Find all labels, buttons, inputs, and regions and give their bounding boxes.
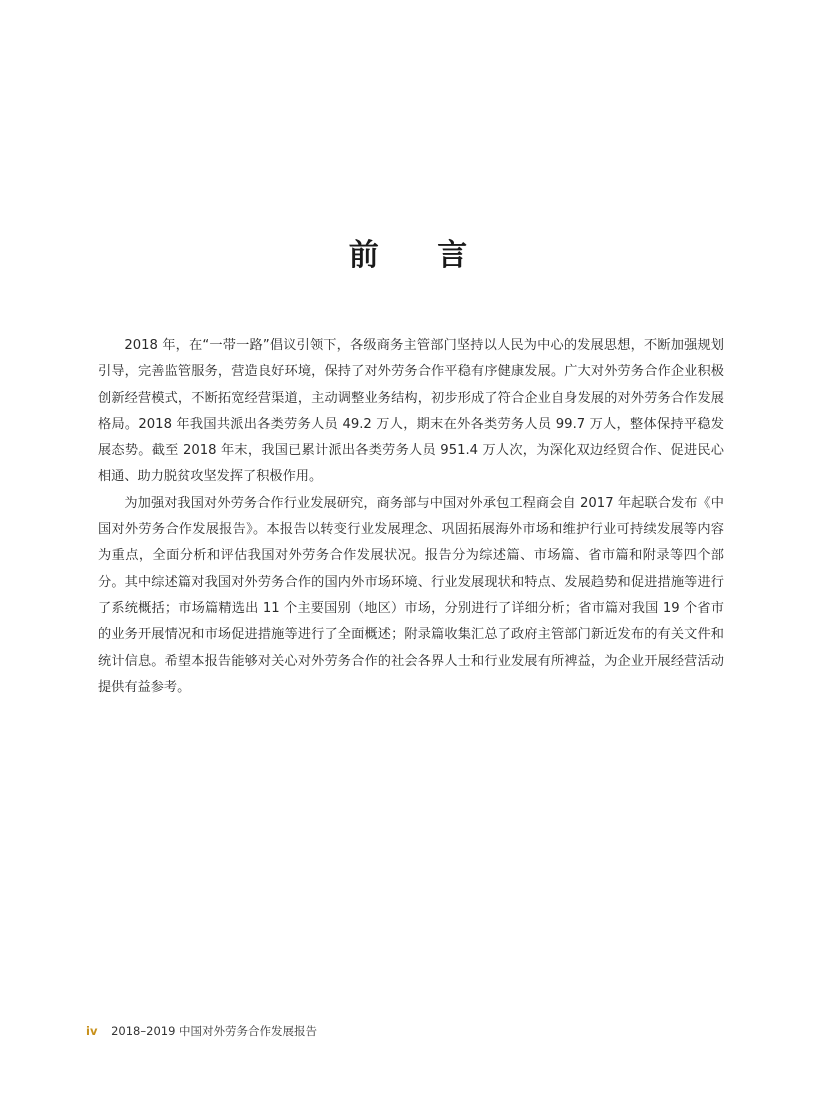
page-footer	[86, 1023, 317, 1039]
preface-body	[98, 333, 724, 701]
preface-paragraph-2: 为加强对我国对外劳务合作行业发展研究，商务部与中国对外承包工程商会自 2017 年起联合发布《中国对外劳务合作发展报告》。本报告以转变行业发展理念、巩固拓展海外市场和维护行业可持续发展等内容为重点，全面分析和评估我国对外劳务合作发展状况。报告分为综述篇、市场篇、省市篇和附录等四个部分。其中综述篇对我国对外劳务合作的国内外市场环境、行业发展现状和特点、发展趋势和促进措施等进行了系统概括；市场篇精选出 11 个主要国别（地区）市场，分别进行了详细分析；省市篇对我国 19 个省市的业务开展情况和市场促进措施等进行了全面概述；附录篇收集汇总了政府主管部门新近发布的有关文件和统计信息。希望本报告能够对关心对外劳务合作的社会各界人士和行业发展有所裨益，为企业开展经营活动提供有益参考。	[98, 495, 724, 695]
page-title: 前 言	[348, 238, 492, 273]
preface-paragraph-1: 2018 年，在“一带一路”倡议引领下，各级商务主管部门坚持以人民为中心的发展思想，不断加强规划引导，完善监管服务，营造良好环境，保持了对外劳务合作平稳有序健康发展。广大对外劳务合作企业积极创新经营模式，不断拓宽经营渠道，主动调整业务结构，初步形成了符合企业自身发展的对外劳务合作发展格局。2018 年我国共派出各类劳务人员 49.2 万人，期末在外各类劳务人员 99.7 万人，整体保持平稳发展态势。截至 2018 年末，我国已累计派出各类劳务人员 951.4 万人次，为深化双边经贸合作、促进民心相通、助力脱贫攻坚发挥了积极作用。	[98, 338, 724, 485]
page-number: iv	[86, 1024, 98, 1038]
running-title: 2018–2019 中国对外劳务合作发展报告	[111, 1024, 318, 1038]
